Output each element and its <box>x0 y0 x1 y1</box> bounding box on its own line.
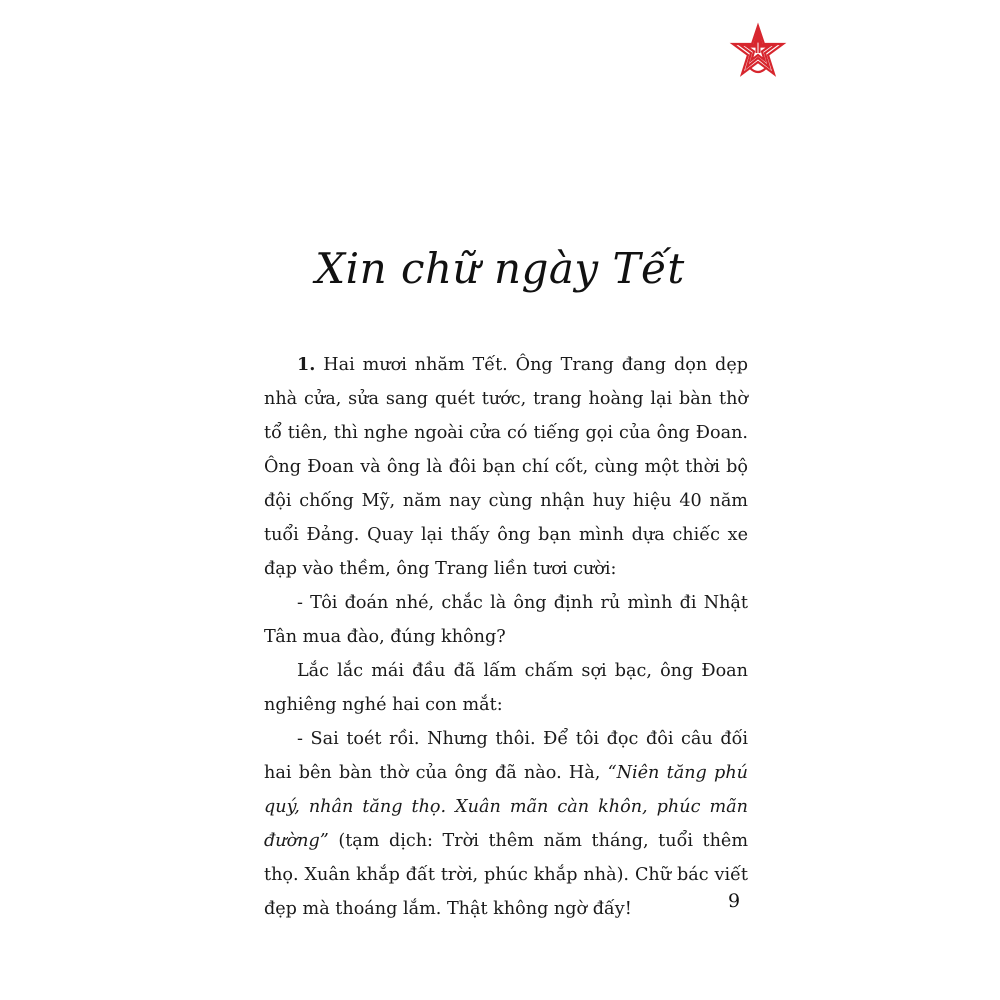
paragraph-text: (tạm dịch: Trời thêm năm tháng, tuổi thêm thọ. Xuân khắp đất trời, phúc khắp nhà). Chữ bác viết đẹp mà thoáng lắm. Thật không ngờ đấy! <box>264 831 748 919</box>
paragraph-text: - Tôi đoán nhé, chắc là ông định rủ mình đi Nhật Tân mua đào, đúng không? <box>264 593 748 647</box>
paragraph-text: - Sai toét rồi. Nhưng thôi. Để tôi đọc đôi câu đối hai bên bàn thờ của ông đã nào. Hà, <box>264 729 748 783</box>
body-text <box>264 348 748 926</box>
couplet-quote: “Niên tăng phú quý, nhân tăng thọ. Xuân mãn càn khôn, phúc mãn đường” <box>264 763 748 851</box>
chapter-title: Xin chữ ngày Tết <box>315 244 685 293</box>
section-number: 1. <box>297 354 316 375</box>
red-star-book-logo-icon <box>728 22 788 82</box>
paragraph <box>264 722 748 926</box>
paragraph <box>264 586 748 654</box>
paragraph <box>264 654 748 722</box>
page-number: 9 <box>728 890 741 912</box>
paragraph-text: Lắc lắc mái đầu đã lấm chấm sợi bạc, ông Đoan nghiêng nghé hai con mắt: <box>264 661 748 715</box>
paragraph-text: Hai mươi nhăm Tết. Ông Trang đang dọn dẹp nhà cửa, sửa sang quét tước, trang hoàng lại bàn thờ tổ tiên, thì nghe ngoài cửa có tiếng gọi của ông Đoan. Ông Đoan và ông là đôi bạn chí cốt, cùng một thời bộ đội chống Mỹ, năm nay cùng nhận huy hiệu 40 năm tuổi Đảng. Quay lại thấy ông bạn mình dựa chiếc xe đạp vào thềm, ông Trang liền tươi cười: <box>264 355 748 579</box>
paragraph <box>264 348 748 586</box>
